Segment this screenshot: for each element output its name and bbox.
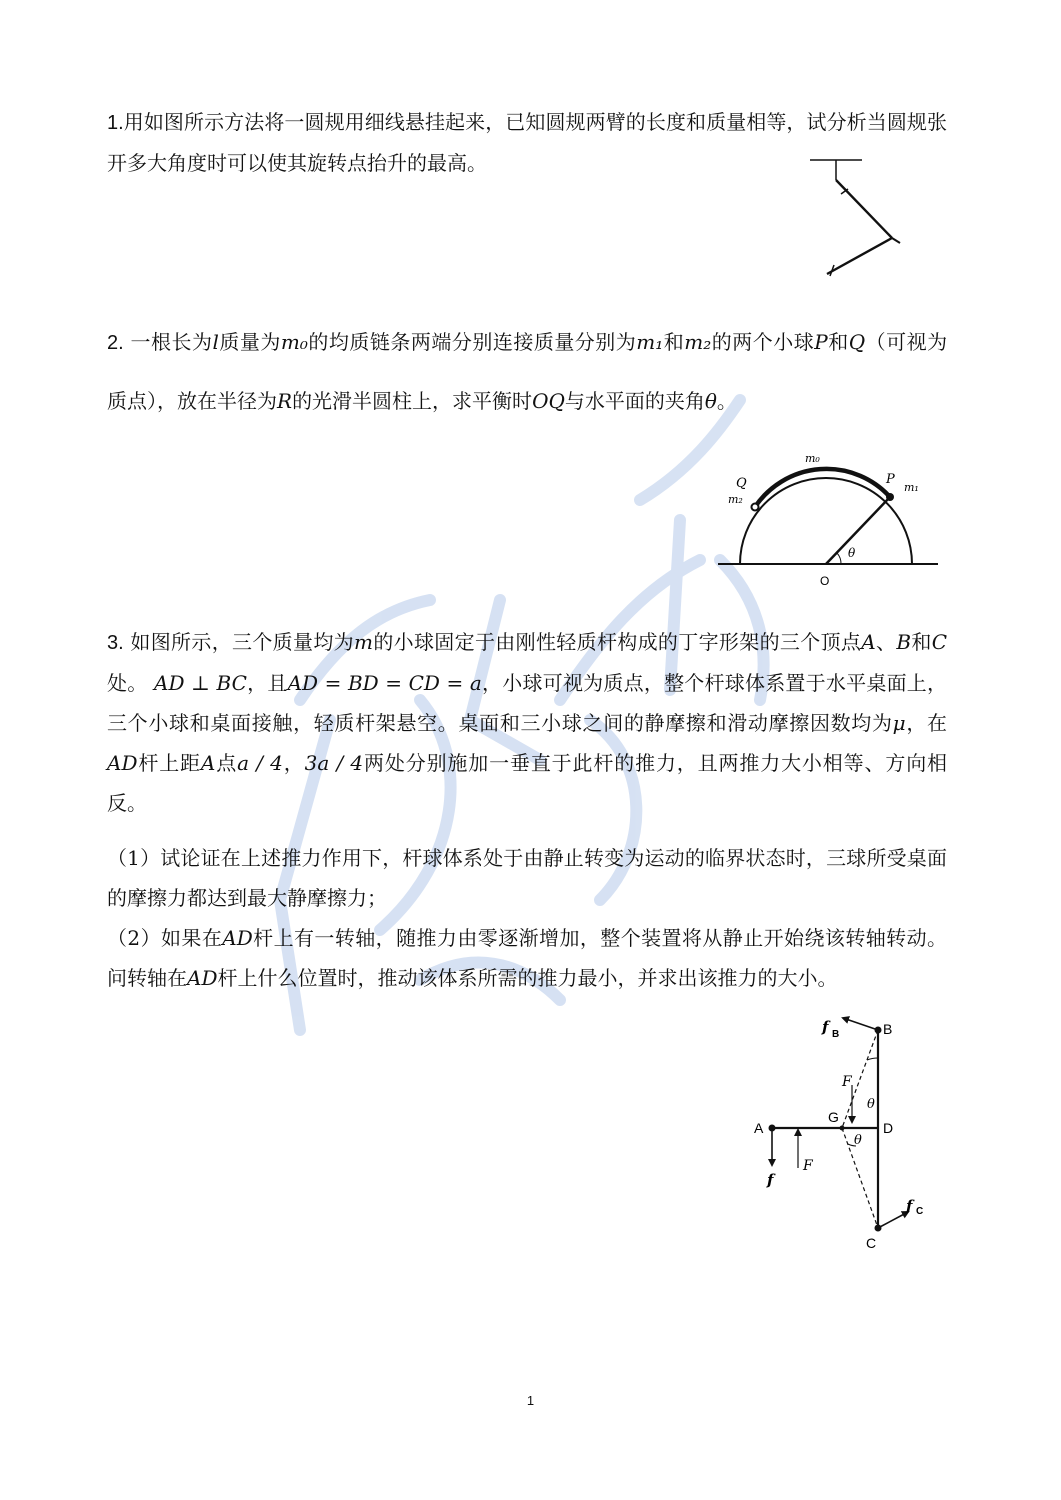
label-fC: f xyxy=(906,1197,913,1215)
math-R: R xyxy=(277,389,293,413)
text: 。 xyxy=(716,389,737,413)
label-theta: θ xyxy=(848,546,856,560)
label-m1: m₁ xyxy=(904,481,919,494)
compass-arm-upper xyxy=(836,180,892,238)
compass-pivot xyxy=(892,238,900,243)
label-Q: Q xyxy=(736,476,747,491)
text: 、 xyxy=(875,630,897,654)
text: 杆上什么位置时，推动该体系所需的推力最小，并求出该推力的大小。 xyxy=(217,966,838,990)
math-3a-over-4: 3a / 4 xyxy=(304,751,364,775)
math-Q: Q xyxy=(848,330,866,354)
label-F-bottom: F xyxy=(803,1158,813,1174)
text: 的光滑半圆柱上，求平衡时 xyxy=(292,389,533,413)
math-A: A xyxy=(861,630,876,654)
half-cylinder-figure xyxy=(710,445,945,590)
label-fC-sub: C xyxy=(916,1206,924,1217)
math-mu: μ xyxy=(892,711,906,735)
text: 和 xyxy=(911,630,932,654)
math-m: m xyxy=(354,630,373,654)
text: 和 xyxy=(827,330,849,354)
label-f: f xyxy=(767,1171,774,1189)
label-theta-bottom: θ xyxy=(854,1133,862,1148)
math-m2: m₂ xyxy=(684,330,712,354)
label-O: O xyxy=(820,574,830,588)
math-B: B xyxy=(896,630,912,654)
text: ，在 xyxy=(905,711,948,735)
page-number: 1 xyxy=(526,1393,535,1408)
math-AD: AD xyxy=(187,966,218,990)
label-A: A xyxy=(754,1120,764,1136)
label-B: B xyxy=(883,1021,893,1037)
math-A: A xyxy=(200,751,216,775)
math-AD: AD xyxy=(222,926,253,950)
problem-2 xyxy=(107,313,947,430)
math-a-over-4: a / 4 xyxy=(237,751,283,775)
math-P: P xyxy=(814,330,828,354)
label-D: D xyxy=(883,1120,894,1136)
label-m2: m₂ xyxy=(728,493,743,506)
math-l: l xyxy=(212,330,219,354)
compass-arm-lower xyxy=(827,238,892,274)
label-m0: m₀ xyxy=(805,452,820,465)
problem-1-number: 1. xyxy=(107,112,124,134)
label-theta-top: θ xyxy=(867,1097,875,1112)
text: 点 xyxy=(215,751,238,775)
radius-OP xyxy=(826,497,890,564)
label-G: G xyxy=(828,1109,839,1125)
text: 质量为 xyxy=(218,330,281,354)
text: 的小球固定于由刚性轻质杆构成的丁字形架的三个顶点 xyxy=(372,630,862,654)
point-G xyxy=(840,1126,845,1131)
problem-3 xyxy=(107,622,947,823)
text: ，小球可视为质点，整个杆球体系置于水平桌面上，三个小球和桌面接触，轻质杆架悬空。桌面和三小球之间的静摩擦和滑动摩擦因数均为 xyxy=(107,671,948,735)
t-frame-figure xyxy=(750,1010,940,1255)
compass-figure xyxy=(800,150,910,285)
ball-P xyxy=(886,493,894,501)
text: ，且 xyxy=(246,671,288,695)
math-OQ: OQ xyxy=(532,389,565,413)
problem-3-number: 3. xyxy=(107,632,124,654)
text: 处。 xyxy=(107,671,148,695)
math-m0: m₀ xyxy=(280,330,308,354)
math-AD-perp-BC: AD ⊥ BC xyxy=(154,671,247,695)
problem-2-number: 2. xyxy=(107,332,124,354)
text: 一根长为 xyxy=(130,330,213,354)
math-theta: θ xyxy=(704,389,717,413)
problem-3-question-2 xyxy=(107,918,947,998)
math-equal-lengths: AD = BD = CD = a xyxy=(287,671,482,695)
angle-arc-top xyxy=(867,1058,878,1060)
label-fB: f xyxy=(822,1018,829,1036)
text: 和 xyxy=(663,330,685,354)
math-C: C xyxy=(931,630,948,654)
ball-Q xyxy=(752,504,759,511)
math-m1: m₁ xyxy=(636,330,664,354)
text: 的均质链条两端分别连接质量分别为 xyxy=(307,330,637,354)
label-F-top: F xyxy=(842,1074,852,1090)
text: 两处分别施加一垂直于此杆的推力，且两推力大小相等、方向相反。 xyxy=(107,751,948,815)
text: 如图所示，三个质量均为 xyxy=(130,630,355,654)
text: （可视为质点），放在半径为 xyxy=(107,330,948,413)
text: ， xyxy=(282,751,305,775)
force-fB xyxy=(843,1018,878,1030)
label-fB-sub: B xyxy=(832,1029,840,1040)
label-C: C xyxy=(866,1235,877,1251)
problem-1-text: 用如图所示方法将一圆规用细线悬挂起来，已知圆规两臂的长度和质量相等，试分析当圆规张开多大角度时可以使其旋转点抬升的最高。 xyxy=(107,110,947,175)
angle-arc xyxy=(837,553,841,564)
label-P: P xyxy=(886,472,895,487)
problem-3-question-1: （1）试论证在上述推力作用下，杆球体系处于由静止转变为运动的临界状态时，三球所受桌面的摩擦力都达到最大静摩擦力； xyxy=(107,846,947,910)
text: 的两个小球 xyxy=(711,330,815,354)
text: 与水平面的夹角 xyxy=(564,389,705,413)
text: 杆上距 xyxy=(137,751,201,775)
force-fC xyxy=(878,1212,908,1228)
text: 杆上有一转轴，随推力由零逐渐增加，整个装置将从静止开始绕该转轴转动。问转轴在 xyxy=(107,926,947,990)
text: （2）如果在 xyxy=(107,926,223,950)
math-AD: AD xyxy=(107,751,138,775)
chain-arc xyxy=(755,469,890,507)
